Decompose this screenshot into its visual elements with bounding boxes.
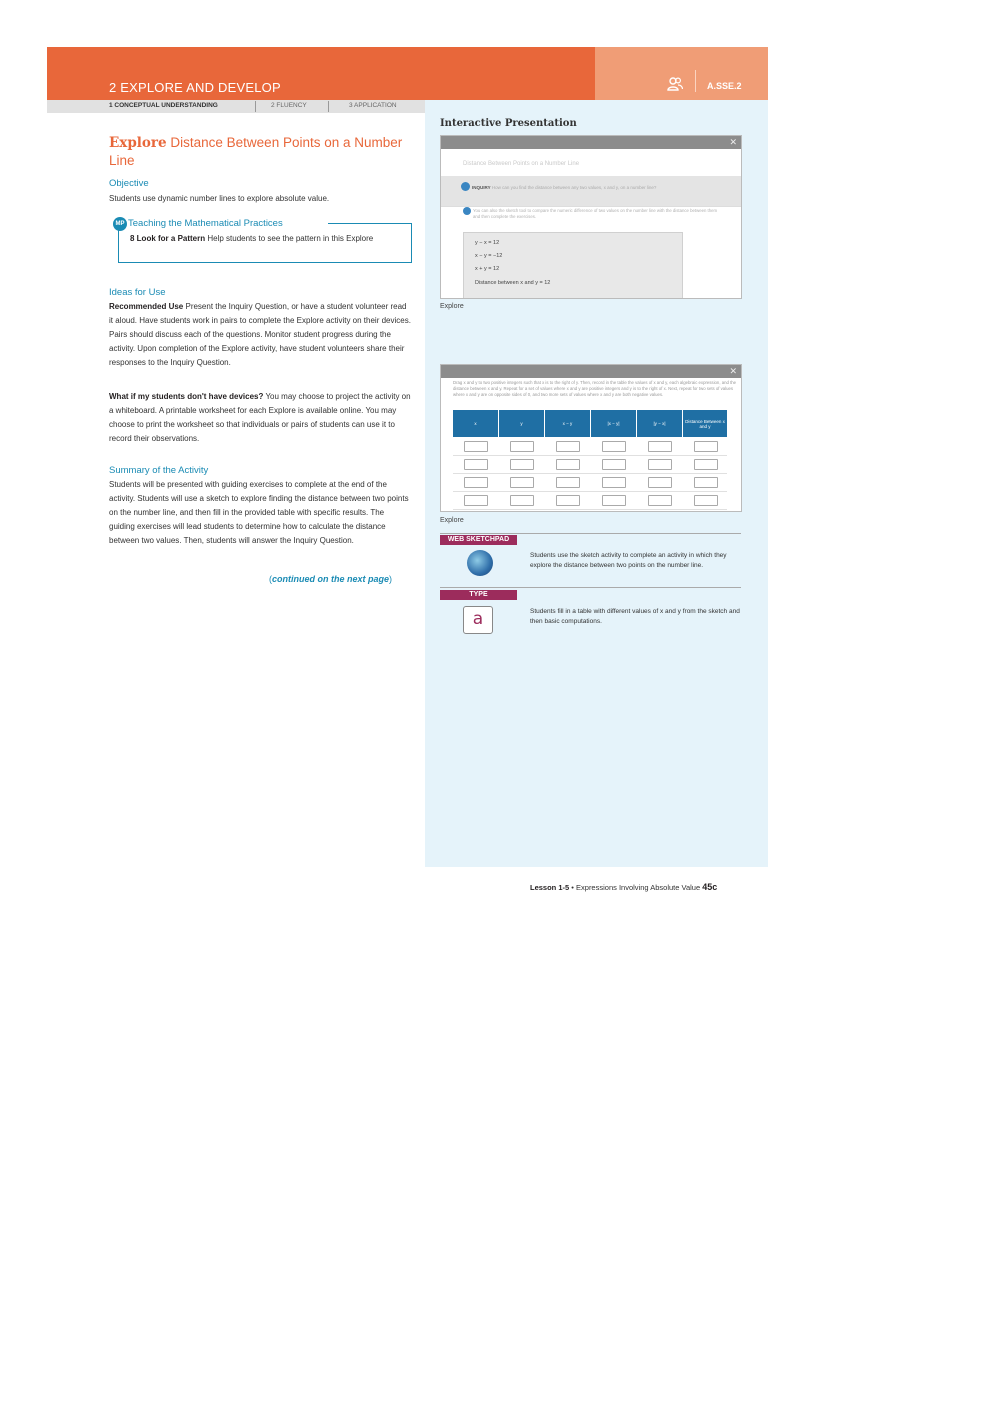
table-header: |y − x| [637, 410, 682, 437]
inquiry-band [441, 176, 741, 206]
equation-line: y − x = 12 [475, 240, 500, 246]
type-a-icon: a [463, 606, 493, 634]
table-input-cell[interactable] [510, 459, 534, 470]
table-input-cell[interactable] [602, 477, 626, 488]
equation-line: x + y = 12 [475, 266, 500, 272]
no-devices-label: What if my students don't have devices? [109, 392, 264, 401]
table-input-cell[interactable] [510, 495, 534, 506]
screen-title: Distance Between Points on a Number Line [463, 161, 580, 167]
sketch-icon [463, 207, 471, 215]
divider [440, 533, 741, 534]
table-input-cell[interactable] [556, 477, 580, 488]
inquiry-icon [461, 182, 470, 191]
lesson-title [109, 134, 409, 169]
table-row [453, 455, 727, 456]
table-input-cell[interactable] [464, 477, 488, 488]
type-badge: TYPE [440, 590, 517, 600]
page-footer [530, 882, 717, 892]
table-input-cell[interactable] [556, 495, 580, 506]
table-input-cell[interactable] [556, 459, 580, 470]
tab-fluency[interactable]: 2 FLUENCY [271, 102, 307, 109]
table-header: |x − y| [591, 410, 636, 437]
table-row [453, 473, 727, 474]
objective-heading: Objective [109, 178, 149, 189]
ideas-heading: Ideas for Use [109, 287, 166, 298]
header-divider [695, 70, 696, 92]
divider [441, 206, 741, 207]
footer-bullet: • [571, 883, 574, 892]
table-header: x [453, 410, 498, 437]
interactive-presentation-heading: Interactive Presentation [440, 118, 577, 129]
table-input-cell[interactable] [648, 459, 672, 470]
tab-conceptual-understanding[interactable]: 1 CONCEPTUAL UNDERSTANDING [109, 102, 218, 109]
close-icon: ✕ [729, 137, 737, 147]
table-input-cell[interactable] [648, 495, 672, 506]
table-input-cell[interactable] [602, 459, 626, 470]
standard-code: A.SSE.2 [707, 81, 742, 91]
table-input-cell[interactable] [694, 495, 718, 506]
close-icon: ✕ [729, 366, 737, 376]
table-header: x − y [545, 410, 590, 437]
objective-text: Students use dynamic number lines to explore absolute value. [109, 194, 330, 203]
section-title: 2 EXPLORE AND DEVELOP [109, 80, 281, 95]
table-input-cell[interactable] [602, 495, 626, 506]
table-input-cell[interactable] [694, 441, 718, 452]
continued-text: continued on the next page [272, 574, 390, 584]
table-input-cell[interactable] [464, 495, 488, 506]
table-input-cell[interactable] [648, 441, 672, 452]
screen-instructions: Drag x and y to two positive integers such that x is to the right of y. Then, record in the table the values of x and y, each algebraic expression, and the distance between x and y. Repeat for a set of values where x and y are positive integers and y is to the right of x. Next, repeat for two sets of values where x and y are on opposite sides of 0, and two more sets of values where x and y are both negative values. [453, 380, 737, 397]
tab-application[interactable]: 3 APPLICATION [349, 102, 397, 109]
screenshot-caption: Explore [440, 517, 464, 524]
tab-divider [255, 101, 256, 112]
globe-sketch-icon [467, 550, 493, 576]
footer-title: Expressions Involving Absolute Value [576, 883, 701, 892]
lesson-title-bold: Explore [109, 135, 167, 151]
inquiry-question [472, 184, 656, 191]
screenshot-titlebar [441, 365, 741, 378]
continued-note: (continued on the next page) [269, 574, 393, 584]
screen-instructions: You can also the sketch tool to compare the numeric difference of two values on the number line with the distance between them and then complete the exercises. [473, 208, 718, 219]
web-sketchpad-text: Students use the sketch activity to complete an activity in which they explore the distance between two points on the number line. [530, 552, 727, 569]
table-row [453, 509, 727, 510]
table-input-cell[interactable] [694, 477, 718, 488]
recommended-use-label: Recommended Use [109, 302, 184, 311]
math-practice-label: 8 Look for a Pattern [130, 234, 206, 243]
screenshot-titlebar [441, 136, 741, 149]
summary-heading: Summary of the Activity [109, 465, 209, 476]
table-input-cell[interactable] [510, 441, 534, 452]
recommended-use-paragraph [109, 300, 411, 370]
math-practice-body: Help students to see the pattern in this Explore [207, 234, 374, 243]
footer-lesson: Lesson 1-5 [530, 883, 570, 892]
screenshot-caption: Explore [440, 303, 464, 310]
divider [440, 587, 741, 588]
table-row [453, 491, 727, 492]
tab-divider [328, 101, 329, 112]
explore-screenshot-2 [440, 364, 742, 512]
recommended-use-text: Present the Inquiry Question, or have a student volunteer read it aloud. Have students work in pairs to complete the Explore activity on their devices. Pairs should discuss each of the questions. Monitor student progress during the activity. Upon completion of the Explore activity, have student volunteers share their responses to the Inquiry Question. [109, 302, 411, 367]
no-devices-text: You may choose to project the activity on a whiteboard. A printable worksheet for each Explore is available online. You may choose to print the worksheet so that individuals or pairs of students can use it to record their observations. [109, 392, 411, 443]
inquiry-label: INQUIRY [472, 185, 491, 190]
table-input-cell[interactable] [602, 441, 626, 452]
explore-screenshot-1 [440, 135, 742, 299]
table-input-cell[interactable] [464, 459, 488, 470]
math-practices-text [130, 232, 400, 246]
lesson-title-rest: Distance Between Points on a Number Line [109, 135, 403, 168]
no-devices-paragraph [109, 390, 411, 446]
type-text: Students fill in a table with different values of x and y from the sketch and then basic computations. [530, 608, 740, 625]
table-input-cell[interactable] [648, 477, 672, 488]
table-input-cell[interactable] [556, 441, 580, 452]
equation-line: x − y = −12 [475, 253, 503, 259]
web-sketchpad-badge: WEB SKETCHPAD [440, 535, 517, 545]
equation-line: Distance between x and y = 12 [475, 280, 551, 286]
summary-text: Students will be presented with guiding exercises to complete at the end of the activity. Students will use a sketch to explore finding the distance between two points on the number line, and then fill in the provided table with specific results. The guiding exercises will lead students to determine how to calculate the distance between two values. Then, students will answer the Inquiry Question. [109, 480, 409, 545]
table-header: y [499, 410, 544, 437]
math-practices-rule [328, 223, 411, 224]
math-practices-heading: Teaching the Mathematical Practices [128, 218, 283, 229]
table-input-cell[interactable] [510, 477, 534, 488]
people-group-icon [667, 76, 683, 92]
table-input-cell[interactable] [694, 459, 718, 470]
table-header: Distance Between x and y [683, 410, 727, 437]
inquiry-text: How can you find the distance between any two values, x and y, on a number line? [491, 185, 657, 190]
table-input-cell[interactable] [464, 441, 488, 452]
values-table [453, 410, 727, 510]
page-number: 45c [702, 882, 718, 892]
mp-badge-icon: MP [113, 217, 127, 231]
standard-header-bar [595, 47, 768, 100]
